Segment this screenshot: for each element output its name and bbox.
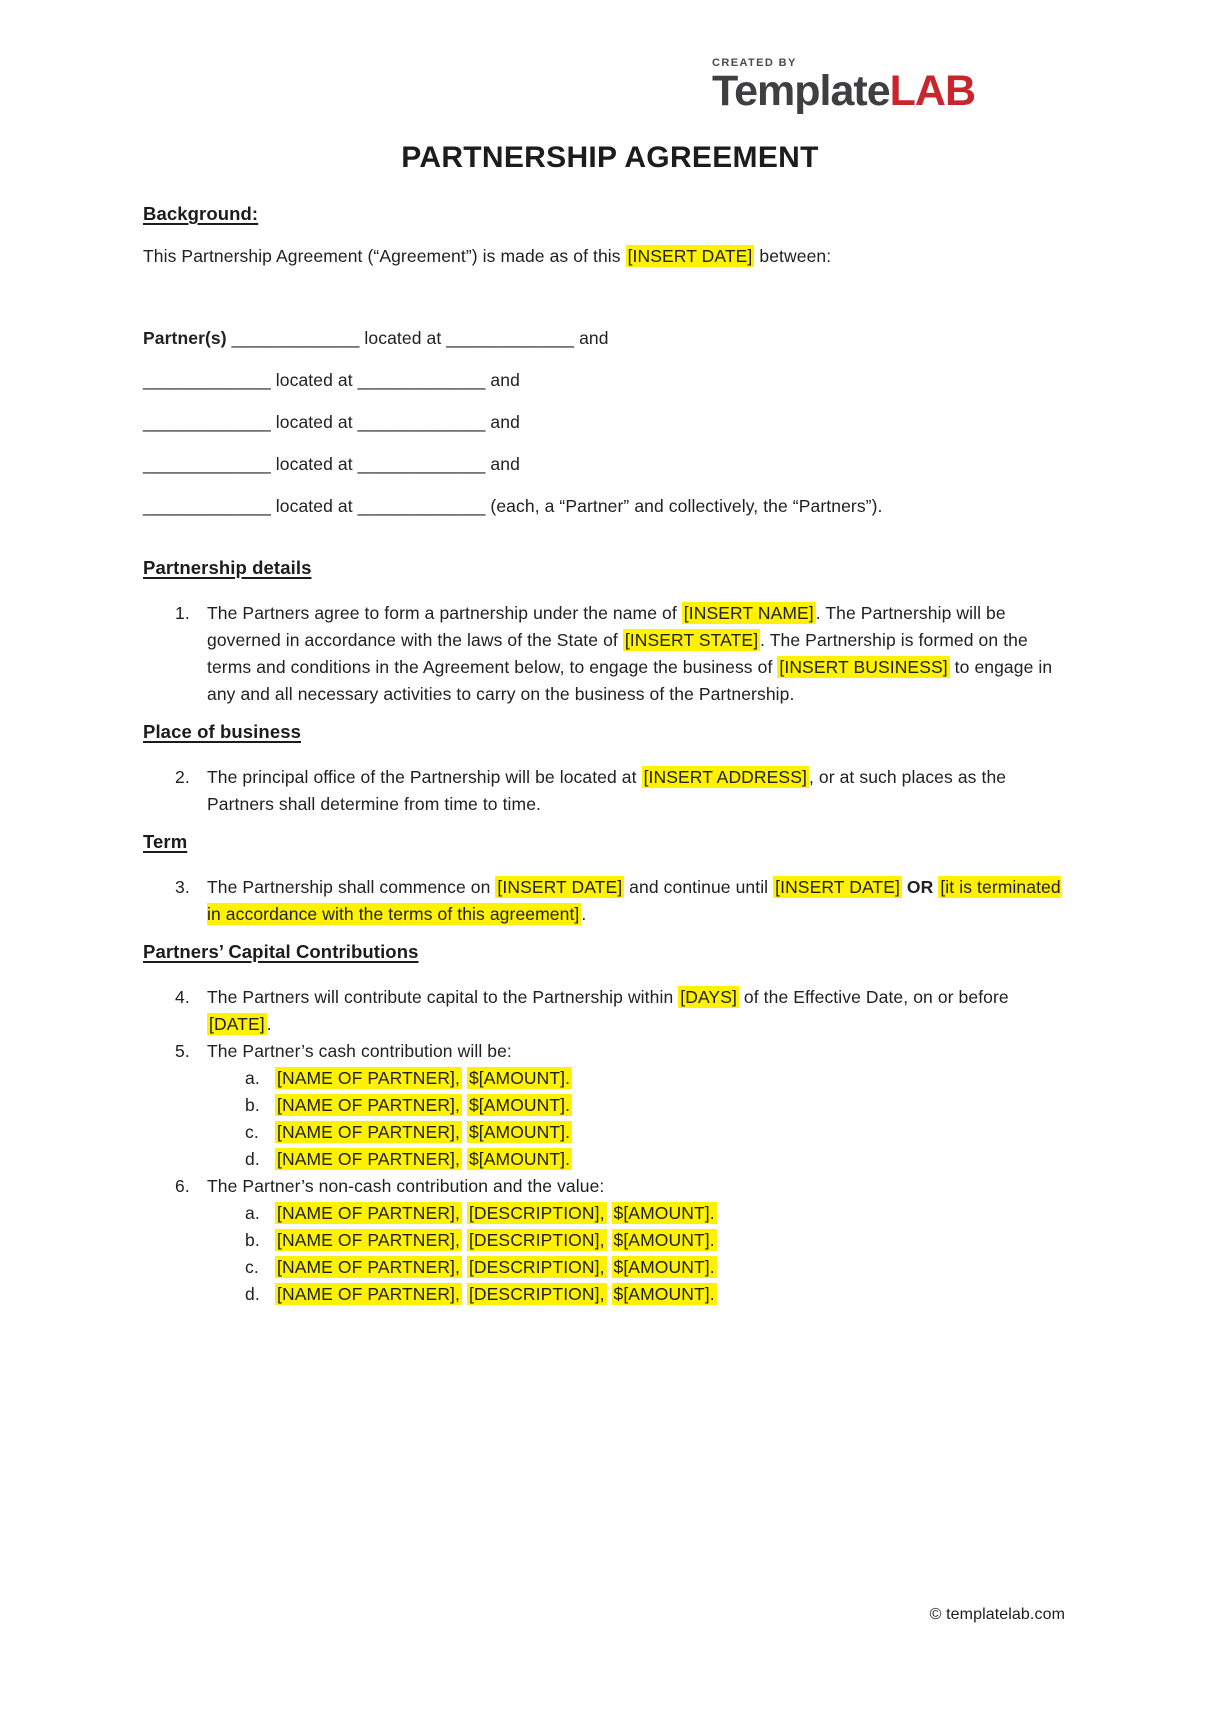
- intro-paragraph: [143, 246, 1077, 266]
- text-run: [NAME OF PARTNER],: [277, 1230, 460, 1250]
- text-run: [DESCRIPTION],: [468, 1230, 605, 1250]
- numbered-item: [175, 984, 1077, 1038]
- text-run: $[AMOUNT].: [613, 1230, 715, 1250]
- text-run: [DESCRIPTION],: [468, 1257, 605, 1277]
- text-run: _____________ located at _____________ and: [143, 454, 520, 474]
- section-heading-background: Background:: [143, 203, 259, 224]
- text-run: The principal office of the Partnership will be located at: [207, 767, 642, 787]
- item-text: [207, 600, 1077, 708]
- document-section: [143, 720, 1077, 818]
- lettered-item: [245, 1227, 1077, 1254]
- text-run: [607, 1257, 612, 1277]
- text-run: . The Partnership will be governed in accordance with the laws of the State of: [207, 603, 1006, 650]
- text-run: of the Effective Date, on or before: [738, 987, 1009, 1007]
- partner-line: [143, 454, 1077, 474]
- item-letter: b.: [245, 1230, 260, 1250]
- item-letter: b.: [245, 1095, 260, 1115]
- item-letter: a.: [245, 1203, 260, 1223]
- numbered-item: [175, 874, 1077, 928]
- text-run: The Partnership shall commence on: [207, 877, 496, 897]
- lettered-sub-list: [245, 1200, 1077, 1308]
- text-run: [DAYS]: [680, 987, 737, 1007]
- lettered-item: [245, 1119, 1077, 1146]
- text-run: .: [581, 904, 587, 924]
- lettered-item: [245, 1281, 1077, 1308]
- document-section: [143, 830, 1077, 928]
- numbered-item: [175, 764, 1077, 818]
- text-run: $[AMOUNT].: [468, 1095, 571, 1115]
- document-section: [143, 940, 1077, 1308]
- text-run: .: [266, 1014, 272, 1034]
- text-run: The Partner’s non-cash contribution and the value:: [207, 1176, 605, 1196]
- text-run: between:: [754, 246, 832, 266]
- section-heading: Place of business: [143, 721, 301, 742]
- text-run: [INSERT ADDRESS]: [643, 767, 807, 787]
- item-letter: d.: [245, 1284, 260, 1304]
- section-heading: Partners’ Capital Contributions: [143, 941, 419, 962]
- text-run: _____________ located at _____________ (each, a “Partner” and collectively, the “Partners”).: [143, 496, 883, 516]
- partner-lines-block: [143, 328, 1077, 516]
- item-text: [207, 984, 1077, 1038]
- numbered-item: [175, 1173, 1077, 1308]
- partner-line: [143, 496, 1077, 516]
- text-run: [NAME OF PARTNER],: [277, 1149, 460, 1169]
- text-run: _____________ located at _____________ and: [143, 370, 520, 390]
- sub-item-text: [275, 1281, 1077, 1308]
- text-run: [DESCRIPTION],: [468, 1284, 605, 1304]
- text-run: [DESCRIPTION],: [468, 1203, 605, 1223]
- text-run: $[AMOUNT].: [468, 1068, 571, 1088]
- logo-wordmark: [712, 69, 975, 113]
- item-text: [207, 874, 1077, 928]
- text-run: $[AMOUNT].: [613, 1257, 715, 1277]
- sub-item-text: [275, 1227, 1077, 1254]
- logo-created-by-text: CREATED BY: [712, 57, 797, 69]
- text-run: [INSERT STATE]: [624, 630, 759, 650]
- text-run: [NAME OF PARTNER],: [277, 1257, 460, 1277]
- item-letter: d.: [245, 1149, 260, 1169]
- item-letter: a.: [245, 1068, 260, 1088]
- lettered-sub-list: [245, 1065, 1077, 1173]
- numbered-list: [175, 600, 1077, 708]
- text-run: . The Partnership is formed on the terms and conditions in the Agreement below, to engage the business of: [207, 630, 1028, 677]
- text-run: Partner(s): [143, 328, 232, 348]
- text-run: $[AMOUNT].: [613, 1284, 715, 1304]
- text-run: $[AMOUNT].: [613, 1203, 715, 1223]
- sub-item-text: [275, 1119, 1077, 1146]
- document-section: [143, 556, 1077, 708]
- section-heading: Term: [143, 831, 188, 852]
- lettered-item: [245, 1254, 1077, 1281]
- lettered-item: [245, 1146, 1077, 1173]
- partner-line: [143, 328, 1077, 348]
- item-text: [207, 1038, 1077, 1173]
- footer-copyright: © templatelab.com: [929, 1606, 1065, 1623]
- numbered-item: [175, 1038, 1077, 1173]
- text-run: [INSERT DATE]: [775, 877, 900, 897]
- sub-item-text: [275, 1092, 1077, 1119]
- item-number: 5.: [175, 1041, 190, 1061]
- numbered-item: [175, 600, 1077, 708]
- item-number: 1.: [175, 603, 190, 623]
- templatelab-logo: [712, 57, 975, 113]
- text-run: [DATE]: [209, 1014, 265, 1034]
- text-run: [NAME OF PARTNER],: [277, 1095, 460, 1115]
- text-run: OR: [906, 877, 934, 897]
- text-run: The Partner’s cash contribution will be:: [207, 1041, 512, 1061]
- text-run: [NAME OF PARTNER],: [277, 1122, 460, 1142]
- item-number: 4.: [175, 987, 190, 1007]
- item-letter: c.: [245, 1257, 259, 1277]
- text-run: [NAME OF PARTNER],: [277, 1203, 460, 1223]
- text-run: [607, 1284, 612, 1304]
- section-heading: Partnership details: [143, 557, 312, 578]
- text-run: [NAME OF PARTNER],: [277, 1284, 460, 1304]
- text-run: to engage in any and all necessary activities to carry on the business of the Partnership.: [207, 657, 1053, 704]
- item-number: 2.: [175, 767, 190, 787]
- logo-word-template: Template: [712, 67, 890, 115]
- text-run: This Partnership Agreement (“Agreement”) is made as of this: [143, 246, 626, 266]
- text-run: [INSERT NAME]: [683, 603, 814, 623]
- text-run: , or at such places as the Partners shall determine from time to time.: [207, 767, 1007, 814]
- text-run: [INSERT DATE]: [627, 246, 753, 266]
- item-text: [207, 764, 1077, 818]
- lettered-item: [245, 1200, 1077, 1227]
- numbered-list: [175, 874, 1077, 928]
- text-run: and continue until: [624, 877, 774, 897]
- text-run: _____________ located at _____________ and: [143, 412, 520, 432]
- text-run: [607, 1203, 612, 1223]
- document-title: PARTNERSHIP AGREEMENT: [401, 141, 819, 174]
- item-number: 6.: [175, 1176, 190, 1196]
- partner-line: [143, 412, 1077, 432]
- lettered-item: [245, 1092, 1077, 1119]
- sub-item-text: [275, 1146, 1077, 1173]
- text-run: _____________ located at _____________ and: [231, 328, 609, 348]
- text-run: The Partners agree to form a partnership under the name of: [207, 603, 682, 623]
- numbered-list: [175, 984, 1077, 1308]
- text-run: [INSERT BUSINESS]: [779, 657, 948, 677]
- numbered-list: [175, 764, 1077, 818]
- item-text: [207, 1173, 1077, 1308]
- text-run: [it is terminated in accordance with the terms of this agreement]: [207, 877, 1061, 924]
- sections-container: [143, 556, 1077, 1308]
- sub-item-text: [275, 1065, 1077, 1092]
- partner-line: [143, 370, 1077, 390]
- text-run: [INSERT DATE]: [497, 877, 623, 897]
- sub-item-text: [275, 1200, 1077, 1227]
- lettered-item: [245, 1065, 1077, 1092]
- text-run: The Partners will contribute capital to the Partnership within: [207, 987, 679, 1007]
- text-run: [607, 1230, 612, 1250]
- item-letter: c.: [245, 1122, 259, 1142]
- sub-item-text: [275, 1254, 1077, 1281]
- text-run: $[AMOUNT].: [468, 1149, 571, 1169]
- text-run: $[AMOUNT].: [468, 1122, 571, 1142]
- logo-word-lab: LAB: [889, 67, 975, 115]
- item-number: 3.: [175, 877, 190, 897]
- text-run: [NAME OF PARTNER],: [277, 1068, 460, 1088]
